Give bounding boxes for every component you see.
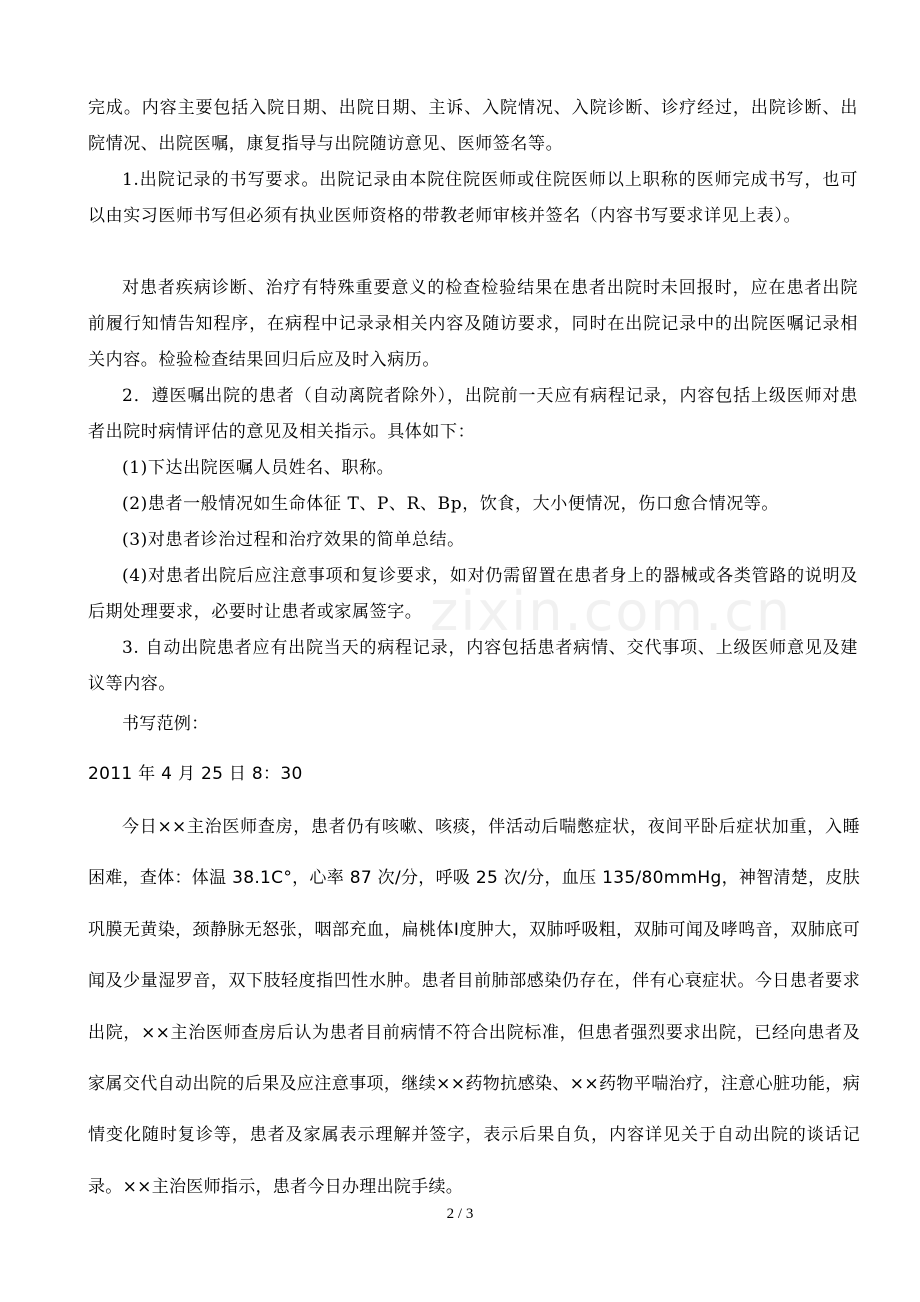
list-item-1: (1)下达出院医嘱人员姓名、职称。 [122, 458, 395, 478]
list-item-3: (3)对患者诊治过程和治疗效果的简单总结。 [122, 530, 465, 550]
list-item-4: (4)对患者出院后应注意事项和复诊要求，如对仍需留置在患者身上的器械或各类管路的说明及后期处理要求，必要时让患者或家属签字。 [88, 566, 858, 622]
paragraph-pending-results: 对患者疾病诊断、治疗有特殊重要意义的检查检验结果在患者出院时未回报时，应在患者出院前履行知情告知程序，在病程中记录录相关内容及随访要求，同时在出院记录中的出院医嘱记录相关内容。检验检查结果回归后应及时入病历。 [88, 278, 858, 370]
example-body: 今日××主治医师查房，患者仍有咳嗽、咳痰，伴活动后喘憋症状，夜间平卧后症状加重，入睡困难，查体：体温 38.1C°，心率 87 次/分，呼吸 25 次/分，血压 135/80mmHg，神智清楚，皮肤巩膜无黄染，颈静脉无怒张，咽部充血，扁桃体Ⅰ度肿大，双肺呼吸粗，双肺可闻及哮鸣音，双肺底可闻及少量湿罗音，双下肢轻度指凹性水肿。患者目前肺部感染仍存在，伴有心衰症状。今日患者要求出院，××主治医师查房后认为患者目前病情不符合出院标准，但患者强烈要求出院，已经向患者及家属交代自动出院的后果及应注意事项，继续××药物抗感染、××药物平喘治疗，注意心脏功能，病情变化随时复诊等，患者及家属表示理解并签字，表示后果自负，内容详见关于自动出院的谈话记录。××主治医师指示，患者今日办理出院手续。 [88, 817, 860, 1197]
example-date: 2011 年 4 月 25 日 8：30 [88, 764, 303, 784]
paragraph-discharge-record-contents: 完成。内容主要包括入院日期、出院日期、主诉、入院情况、入院诊断、诊疗经过，出院诊断、出院情况、出院医嘱，康复指导与出院随访意见、医师签名等。 [88, 98, 858, 154]
watermark: zixin.com.cn [430, 580, 793, 643]
example-heading: 书写范例： [122, 714, 209, 734]
list-item-2: (2)患者一般情况如生命体征 T、P、R、Bp，饮食，大小便情况，伤口愈合情况等。 [122, 494, 780, 514]
page-number: 2 / 3 [446, 1206, 474, 1222]
paragraph-self-discharge: 3. 自动出院患者应有出院当天的病程记录，内容包括患者病情、交代事项、上级医师意见及建议等内容。 [88, 638, 858, 694]
paragraph-doctor-ordered-discharge: 2．遵医嘱出院的患者（自动离院者除外），出院前一天应有病程记录，内容包括上级医师对患者出院时病情评估的意见及相关指示。具体如下： [88, 386, 858, 442]
paragraph-writing-requirements: 1.出院记录的书写要求。出院记录由本院住院医师或住院医师以上职称的医师完成书写，也可以由实习医师书写但必须有执业医师资格的带教老师审核并签名（内容书写要求详见上表）。 [88, 170, 858, 226]
